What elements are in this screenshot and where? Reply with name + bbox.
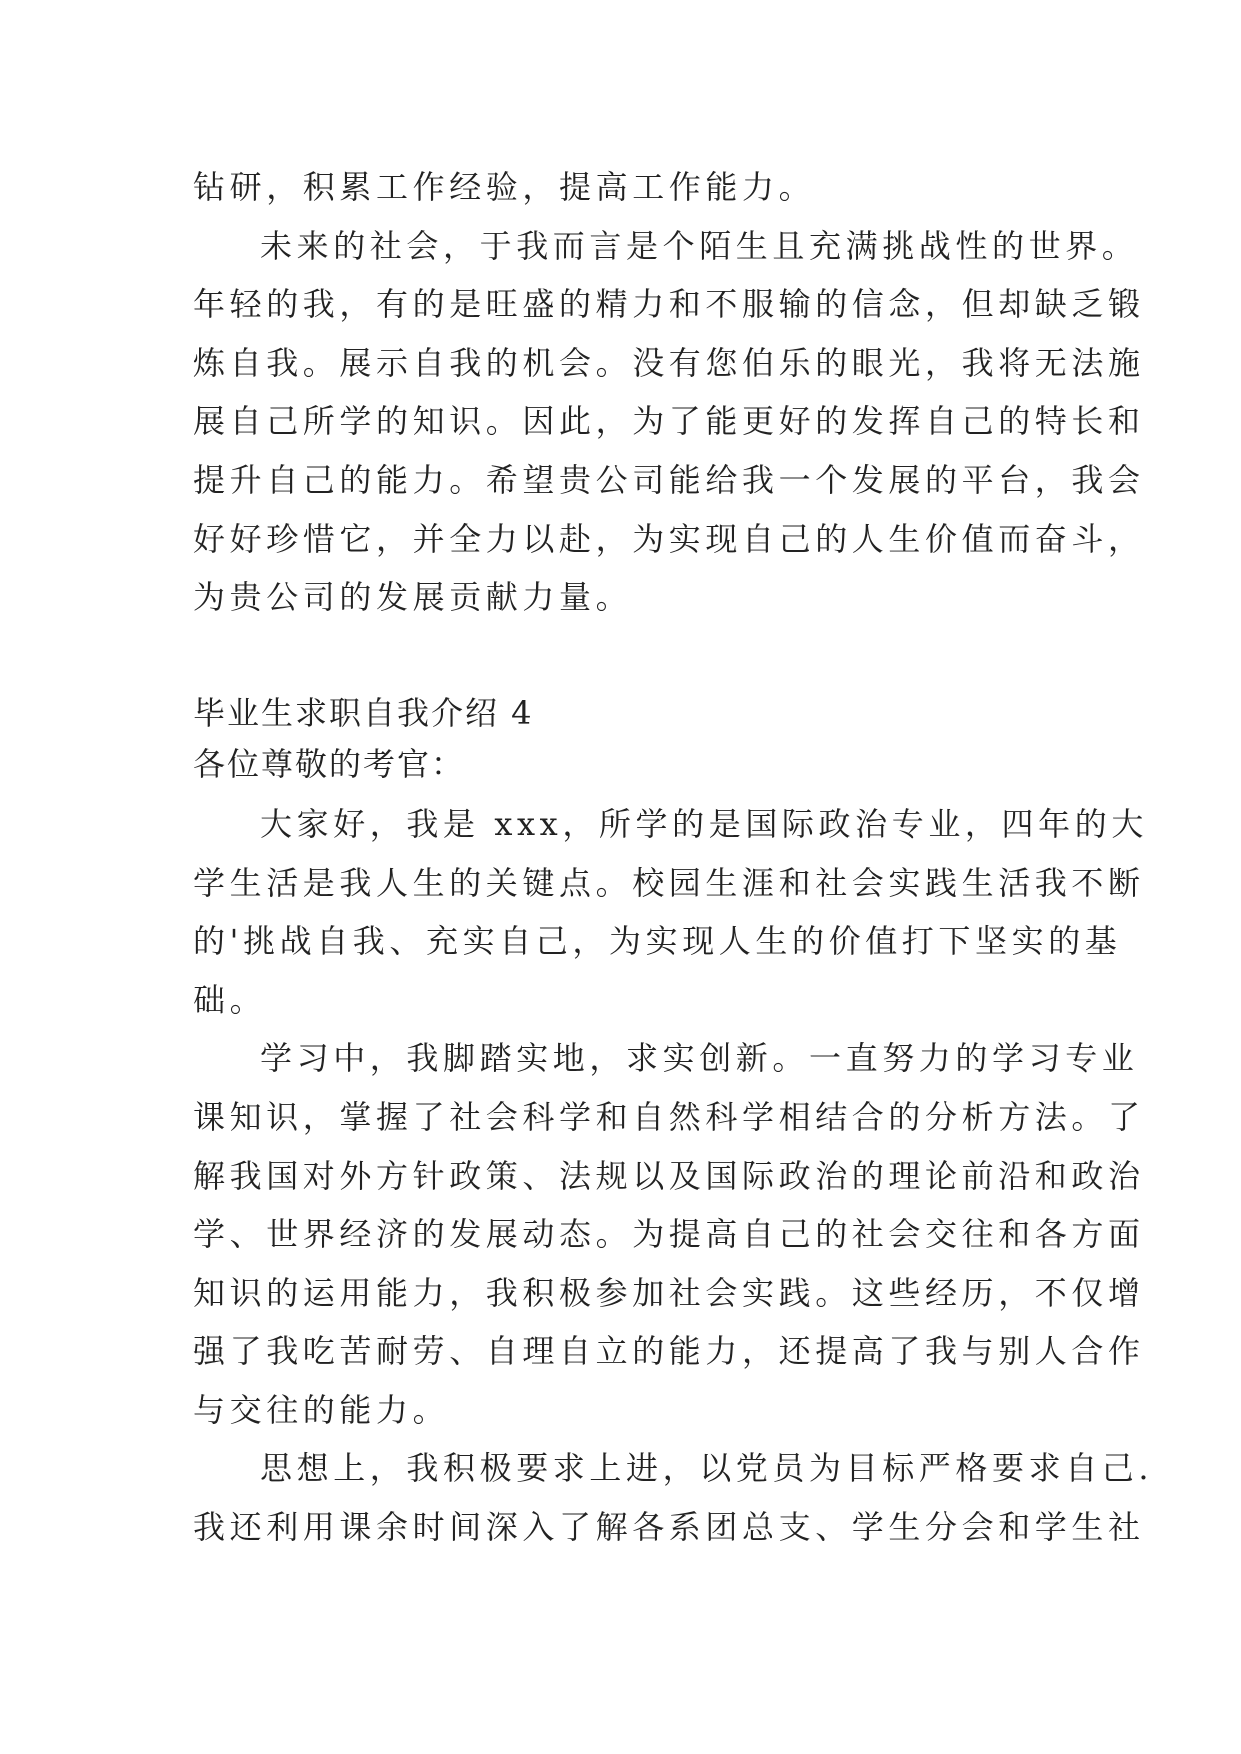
paragraph-line: 与交往的能力。 bbox=[193, 1391, 450, 1429]
paragraph-line: 的'挑战自我、充实自己，为实现人生的价值打下坚实的基 bbox=[193, 922, 1122, 960]
paragraph-line: 学、世界经济的发展动态。为提高自己的社会交往和各方面 bbox=[193, 1215, 1145, 1253]
paragraph-line: 学生活是我人生的关键点。校园生涯和社会实践生活我不断 bbox=[193, 864, 1145, 902]
paragraph-line: 为贵公司的发展贡献力量。 bbox=[193, 578, 633, 616]
paragraph-line: 年轻的我，有的是旺盛的精力和不服输的信念，但却缺乏锻 bbox=[193, 285, 1145, 323]
paragraph-line: 好好珍惜它，并全力以赴，为实现自己的人生价值而奋斗， bbox=[193, 520, 1145, 558]
paragraph-line: 解我国对外方针政策、法规以及国际政治的理论前沿和政治 bbox=[193, 1157, 1145, 1195]
paragraph-line: 课知识，掌握了社会科学和自然科学相结合的分析方法。了 bbox=[193, 1098, 1145, 1136]
paragraph-line: 未来的社会，于我而言是个陌生且充满挑战性的世界。 bbox=[260, 227, 1139, 265]
paragraph-line: 强了我吃苦耐劳、自理自立的能力，还提高了我与别人合作 bbox=[193, 1332, 1145, 1370]
paragraph-line: 提升自己的能力。希望贵公司能给我一个发展的平台，我会 bbox=[193, 461, 1145, 499]
paragraph-line: 我还利用课余时间深入了解各系团总支、学生分会和学生社 bbox=[193, 1508, 1145, 1546]
paragraph-line: 学习中，我脚踏实地，求实创新。一直努力的学习专业 bbox=[260, 1039, 1139, 1077]
paragraph-line: 知识的运用能力，我积极参加社会实践。这些经历，不仅增 bbox=[193, 1274, 1145, 1312]
paragraph-line: 大家好，我是 xxx，所学的是国际政治专业，四年的大 bbox=[260, 805, 1148, 843]
paragraph-line: 础。 bbox=[193, 981, 267, 1019]
section-heading: 毕业生求职自我介绍 4 bbox=[193, 694, 534, 732]
paragraph-line: 炼自我。展示自我的机会。没有您伯乐的眼光，我将无法施 bbox=[193, 344, 1145, 382]
salutation: 各位尊敬的考官： bbox=[193, 745, 466, 783]
paragraph-line: 思想上，我积极要求上进，以党员为目标严格要求自己. bbox=[260, 1449, 1154, 1487]
paragraph-line: 展自己所学的知识。因此，为了能更好的发挥自己的特长和 bbox=[193, 402, 1145, 440]
paragraph-line: 钻研，积累工作经验，提高工作能力。 bbox=[193, 168, 816, 206]
